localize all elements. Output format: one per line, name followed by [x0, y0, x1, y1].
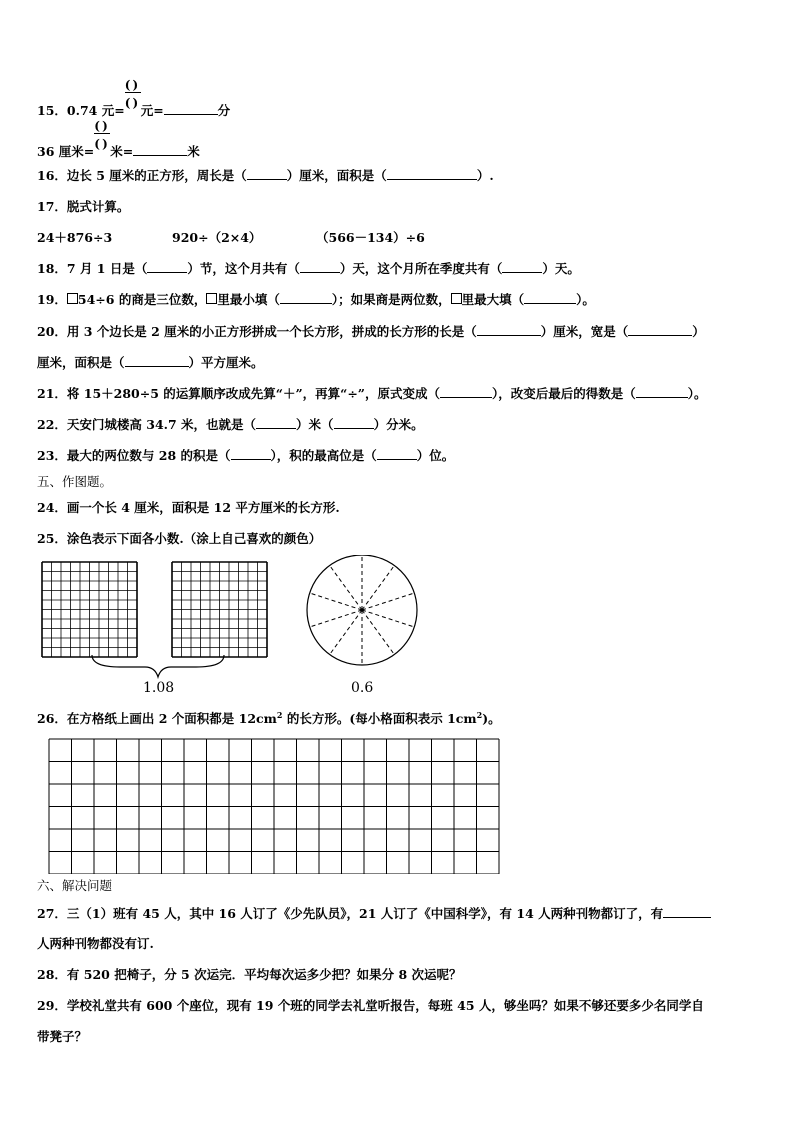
circle-spoke	[362, 566, 394, 610]
answer-blank[interactable]	[300, 261, 340, 273]
question-18: 18．7 月 1 日是（ ）节，这个月共有（ ）天，这个月所在季度共有（ ）天。	[37, 261, 580, 276]
circle-spoke	[330, 566, 362, 610]
circle-spoke	[362, 610, 394, 654]
circle-spoke	[330, 610, 362, 654]
question-26: 26．在方格纸上画出 2 个面积都是 $12cm^2$ 的长方形。(每小格面积表示 $1cm^2$)。	[37, 710, 501, 727]
fraction-blank: $\frac{( )}{( )}$	[94, 140, 110, 156]
section-6-heading: 六、解决问题	[37, 878, 113, 893]
section-5-heading: 五、作图题。	[37, 474, 113, 489]
q25-figure	[30, 555, 450, 700]
answer-blank[interactable]	[524, 292, 576, 304]
answer-blank[interactable]	[636, 386, 688, 398]
answer-blank[interactable]	[256, 417, 296, 429]
answer-blank[interactable]	[147, 261, 187, 273]
fraction-blank: $\frac{( )}{( )}$	[125, 99, 141, 115]
answer-blank[interactable]	[280, 292, 332, 304]
box-symbol	[206, 293, 217, 304]
answer-blank[interactable]	[133, 143, 187, 156]
answer-blank[interactable]	[440, 386, 492, 398]
question-24: 24．画一个长 4 厘米，面积是 12 平方厘米的长方形.	[37, 500, 340, 515]
question-20-line2: 厘米，面积是（ ）平方厘米。	[37, 355, 264, 370]
box-symbol	[451, 293, 462, 304]
answer-blank[interactable]	[477, 324, 541, 336]
question-28: 28．有 520 把椅子，分 5 次运完．平均每次运多少把？如果分 8 次运呢？	[37, 967, 462, 982]
hundred-grid-1[interactable]	[42, 562, 137, 657]
q17-expr-3: （566－134）÷6	[316, 230, 425, 245]
question-21: 21．将 15＋280÷5 的运算顺序改成先算“＋”，再算“÷”，原式变成（ ），改变后最后的得数是（ ）。	[37, 386, 707, 401]
question-27-line2: 人两种刊物都没有订.	[37, 936, 154, 951]
box-symbol	[67, 293, 78, 304]
label-0-6: 0.6	[351, 680, 374, 696]
answer-blank[interactable]	[628, 324, 692, 336]
answer-blank[interactable]	[502, 261, 542, 273]
answer-blank[interactable]	[387, 168, 477, 180]
answer-blank[interactable]	[663, 905, 711, 918]
circle-spoke	[310, 593, 362, 610]
circle-spoke	[362, 593, 414, 610]
label-1-08: 1.08	[143, 680, 175, 696]
question-23: 23．最大的两位数与 28 的积是（ ），积的最高位是（ ）位。	[37, 448, 455, 463]
question-27-line1: 27．三（1）班有 45 人，其中 16 人订了《少先队员》，21 人订了《中国科学》，有 14 人两种刊物都订了，有	[37, 905, 711, 922]
circle-spoke	[310, 610, 362, 627]
question-16: 16．边长 5 厘米的正方形，周长是（ ）厘米，面积是（ ）.	[37, 168, 494, 183]
answer-blank[interactable]	[377, 448, 417, 460]
question-29-line1: 29．学校礼堂共有 600 个座位，现有 19 个班的同学去礼堂听报告，每班 45 人，够坐吗？如果不够还要多少名同学自	[37, 998, 704, 1013]
brace	[92, 655, 224, 677]
square-grid-paper[interactable]	[48, 738, 503, 874]
question-29-line2: 带凳子？	[37, 1029, 88, 1044]
circle-spoke	[362, 610, 414, 627]
answer-blank[interactable]	[164, 102, 218, 115]
question-22: 22．天安门城楼高 34.7 米，也就是（ ）米（ ）分米。	[37, 417, 424, 432]
question-17-title: 17．脱式计算。	[37, 199, 130, 214]
answer-blank[interactable]	[125, 355, 189, 367]
circle-divided[interactable]	[307, 555, 417, 665]
answer-blank[interactable]	[334, 417, 374, 429]
q17-expr-2: 920÷（2×4）	[172, 230, 262, 245]
question-19: 19． 54÷6 的商是三位数， 里最小填（ ）；如果商是两位数， 里最大填（ ）。	[37, 292, 595, 307]
question-20-line1: 20．用 3 个边长是 2 厘米的小正方形拼成一个长方形，拼成的长方形的长是（ ）厘米，宽是（ ）	[37, 324, 705, 339]
q15-line1: 15．0.74 元= $\frac{( )}{( )}$ 元= 分	[37, 78, 231, 118]
answer-blank[interactable]	[247, 168, 287, 180]
question-25: 25．涂色表示下面各小数.（涂上自己喜欢的颜色）	[37, 531, 322, 546]
hundred-grid-2[interactable]	[172, 562, 267, 657]
q17-expr-1: 24＋876÷3	[37, 230, 113, 245]
q15-line2: 36 厘米= $\frac{( )}{( )}$ 米= 米	[37, 119, 200, 159]
answer-blank[interactable]	[231, 448, 271, 460]
